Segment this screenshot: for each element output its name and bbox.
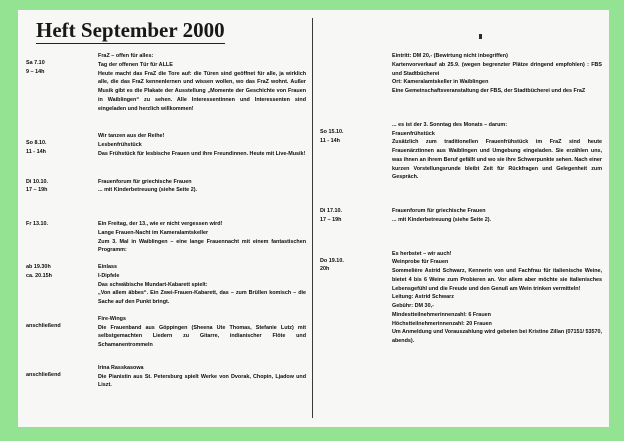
event-entry: [26, 52, 306, 113]
event-description: Zusätzlich zum traditionellen Frauenfrühstück im FraZ sind heute Frauenärztinnen aus Waiblingen und Umgebung eingeladen. Sie erzählen uns, was ihnen an ihrem Beruf gefällt und wo sie ihre Schwerpunkte sehen. Nach einer kurzen Vorstellungsrunde bleibt Zeit für Rückfragen und Gelegenheit zum Gespräch.: [392, 139, 602, 181]
right-column: [320, 52, 602, 354]
max-participants: Höchstteilnehmerinnenzahl: 20 Frauen: [392, 320, 492, 327]
event-description: Sommelière Astrid Schwarz, Kennerin von und Fachfrau für italienische Weine, bietet 4 bis 6 Weine zum Probieren an. Vor allem aber möchte sie italienisches Lebensgefühl und die Freude und den Genuß am Wein trinken vermitteln!: [392, 268, 602, 292]
event-date-time: [26, 263, 98, 281]
event-heading-1: Es herbstet – wir auch!: [392, 250, 452, 257]
event-heading-1: FraZ – offen für alles:: [98, 53, 154, 59]
event-date-time: [26, 220, 98, 229]
event-date-time: [320, 121, 392, 146]
act-description-line: Das schwäbische Mundart-Kabarett spielt:: [98, 281, 208, 288]
event-time: 17 – 19h: [320, 216, 342, 223]
event-heading-1: Frauenforum für griechische Frauen: [392, 208, 486, 214]
event-heading-1: Frauenforum für griechische Frauen: [98, 178, 192, 185]
event-body: [392, 207, 602, 225]
act-description: Die Frauenband aus Göppingen (Sheena Ute Thomas, Stefanie Lutz) mit selbstgemachten Liedern zu Gitarre, indianischer Flöte und Schamanentrommeln: [98, 324, 306, 348]
spacer: [320, 233, 602, 250]
event-description: Das Frühstück für lesbische Frauen und ihre Freundinnen. Heute mit Live-Musik!: [98, 150, 306, 157]
event-heading-2: Lange Frauen-Nacht im Kameralamtskeller: [98, 229, 209, 236]
event-info-block: [320, 52, 602, 96]
event-time: 17 – 19h: [26, 187, 48, 194]
event-time: 11 - 14h: [26, 149, 46, 155]
column-divider: [312, 18, 313, 418]
spacer: [26, 167, 306, 178]
act-description: Die Pianistin aus St. Petersburg spielt Werke von Dvorak, Chopin, Ljadow und Liszt.: [98, 373, 306, 389]
event-entry: [26, 263, 306, 307]
event-entry: [320, 207, 602, 225]
event-date: So 8.10.: [26, 140, 47, 147]
event-body: [98, 52, 306, 113]
event-entry: [320, 250, 602, 346]
organizer-info: Eine Gemeinschaftsveranstaltung der FBS, der Stadtbücherei und des FraZ: [392, 88, 586, 94]
spacer: [320, 190, 602, 207]
event-entry: [26, 220, 306, 255]
admission-price: Eintritt: DM 20,- (Bewirtung nicht inbegriffen): [392, 53, 508, 59]
registration-info: Um Anmeldung und Vorauszahlung wird gebeten bei Kristine Zillan (07151/ 53570, abends).: [392, 329, 602, 344]
event-heading-2: Lesbenfrühstück: [98, 142, 142, 148]
event-entry: [26, 315, 306, 350]
event-body: [392, 121, 602, 182]
event-entry: [320, 121, 602, 182]
event-date-time: [26, 315, 98, 331]
event-date-time: [26, 178, 98, 196]
act-name: Irina Rasskasowa: [98, 364, 144, 371]
event-date: Fr 13.10.: [26, 221, 49, 227]
event-date: Di 17.10.: [320, 208, 343, 214]
page-title-container: [36, 18, 296, 44]
event-fee: Gebühr: DM 30,-: [392, 303, 434, 309]
scan-artifact-mark: [479, 34, 482, 39]
event-heading-2: ... mit Kinderbetreuung (siehe Seite 2).: [392, 216, 492, 223]
event-date-time: [26, 132, 98, 157]
event-date: Sa 7.10: [26, 60, 45, 66]
event-body: [98, 220, 306, 255]
event-heading-1: Wir tanzen aus der Reihe!: [98, 133, 165, 140]
event-body: [98, 178, 306, 196]
spacer: [26, 203, 306, 220]
event-body: [98, 132, 306, 158]
act-name: Fire-Wings: [98, 315, 127, 322]
event-date-time: [320, 250, 392, 275]
event-schedule-label: anschließend: [26, 322, 61, 329]
event-heading-2: Weinprobe für Frauen: [392, 259, 449, 266]
event-heading-2: Frauenfrühstück: [392, 130, 435, 137]
event-schedule-label: anschließend: [26, 371, 61, 378]
admission-label: Einlass: [98, 264, 118, 270]
event-heading-1: Ein Freitag, der 13., wie er nicht vergessen wird!: [98, 221, 223, 227]
event-body: [392, 250, 602, 346]
event-body: [98, 263, 306, 307]
event-start-time: ab 19.30h: [26, 264, 51, 270]
event-act-time: ca. 20.15h: [26, 272, 52, 279]
min-participants: Mindestteilnehmerinnenzahl: 6 Frauen: [392, 311, 491, 318]
event-leader: Leitung: Astrid Schwarz: [392, 294, 454, 301]
event-date: So 15.10.: [320, 128, 344, 135]
event-description: Zum 3. Mal in Waiblingen – eine lange Frauennacht mit einem fantastischen Programm:: [98, 238, 306, 254]
event-time: 9 – 14h: [26, 68, 45, 75]
spacer: [26, 121, 306, 132]
event-date: Di 10.10.: [26, 178, 49, 185]
event-heading-2: ... mit Kinderbetreuung (siehe Seite 2).: [98, 187, 198, 194]
event-entry: [26, 132, 306, 158]
venue-info: Ort: Kameralamtskeller in Waiblingen: [392, 79, 489, 86]
event-body: [98, 364, 306, 390]
scanned-page: [18, 10, 609, 427]
event-time: 11 - 14h: [320, 137, 340, 144]
act-name: I-Dipfele: [98, 272, 120, 279]
event-time: 20h: [320, 266, 330, 273]
event-body: [98, 315, 306, 350]
event-entry: [26, 364, 306, 390]
act-description: „Von allem äbbes“. Ein Zwei-Frauen-Kabarett, das – zum Brüllen komisch – die Sache auf den Punkt bringt.: [98, 290, 306, 305]
left-column: [26, 52, 306, 398]
event-heading-1: ... es ist der 3. Sonntag des Monats – darum:: [392, 121, 508, 128]
ticket-presale-info: Kartenvorverkauf ab 25.9. (wegen begrenzter Plätze dringend empfohlen) : FBS und Stadtbücherei: [392, 61, 602, 77]
event-description: Heute macht das FraZ die Tore auf: die Türen sind geöffnet für alle, ja wirklich alle, die das FraZ kennenlernen und wissen wollen, wo das FraZ wohnt. Außer Musik gibt es die Plakate der Ausstellung „Momente der Geschichte von Frauen in Waiblingen“ zu sehen. Alle Interessentinnen und Interessenten sind eingeladen und herzlich willkommen!: [98, 70, 306, 112]
event-heading-2: Tag der offenen Tür für ALLE: [98, 61, 173, 68]
spacer: [320, 104, 602, 121]
event-date-time: [320, 207, 392, 225]
page-title: Heft September 2000: [36, 18, 225, 44]
event-date-time: [26, 52, 98, 77]
event-date: Do 19.10.: [320, 257, 344, 264]
event-body: [392, 52, 602, 96]
event-date-time: [26, 364, 98, 380]
event-entry: [26, 178, 306, 196]
